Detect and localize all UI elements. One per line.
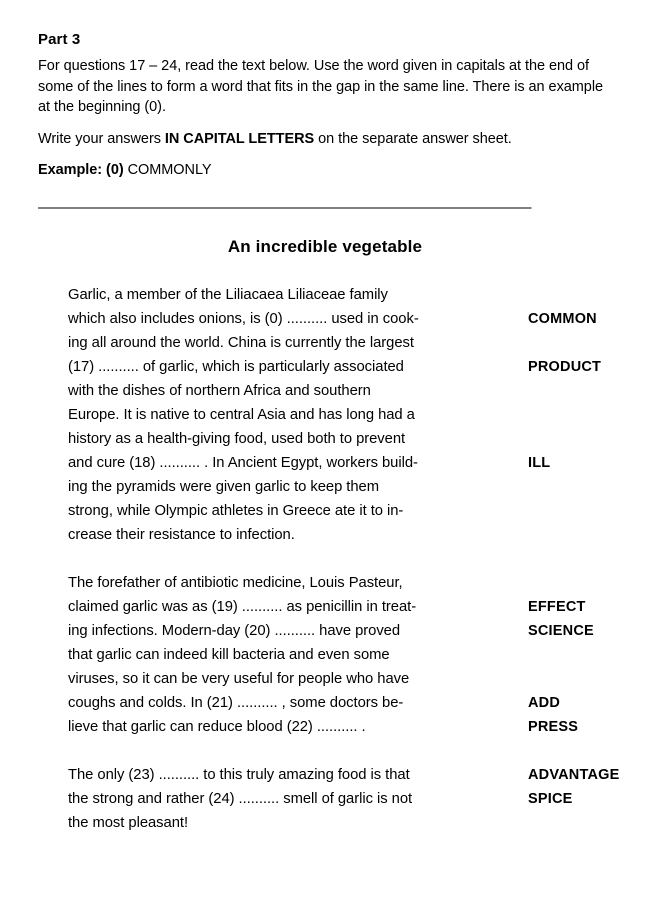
article-title: An incredible vegetable <box>227 237 423 256</box>
article-line-text: which also includes onions, is (0) .......... used in cook- <box>68 311 419 327</box>
example-answer: COMMONLY <box>123 162 212 178</box>
instructions-secondary-prefix: Write your answers <box>38 130 165 147</box>
article-line <box>68 355 628 379</box>
article-line <box>68 403 628 427</box>
cue-word: COMMON <box>528 311 597 327</box>
article-line-text: (17) .......... of garlic, which is particularly associated <box>68 359 404 375</box>
article-line <box>68 427 628 451</box>
article-line <box>68 307 628 331</box>
cue-word: SCIENCE <box>528 623 594 639</box>
article-paragraph <box>68 571 628 739</box>
article-line <box>68 595 628 619</box>
article-line-text: Garlic, a member of the Liliacaea Liliaceae family <box>68 287 388 303</box>
article-line-text: strong, while Olympic athletes in Greece ate it to in- <box>68 503 404 519</box>
article-line-text: The only (23) .......... to this truly amazing food is that <box>68 767 410 783</box>
article-line-text: and cure (18) .......... . In Ancient Egypt, workers build- <box>68 455 418 471</box>
article-line <box>68 667 628 691</box>
article-line-text: The forefather of antibiotic medicine, Louis Pasteur, <box>68 575 403 591</box>
example-label: Example: (0) <box>38 162 124 178</box>
article-line-text: ing infections. Modern-day (20) .......... have proved <box>68 623 401 639</box>
article-line <box>68 787 628 811</box>
cue-word: ADVANTAGE <box>528 767 620 783</box>
article-line-text: lieve that garlic can reduce blood (22) .......... . <box>68 719 366 735</box>
cue-word: PRODUCT <box>528 359 602 375</box>
article-line-text: the strong and rather (24) .......... smell of garlic is not <box>68 791 413 807</box>
article-line <box>68 475 628 499</box>
article-line-text: crease their resistance to infection. <box>68 527 295 543</box>
cue-word: ADD <box>528 695 561 711</box>
instructions-primary: For questions 17 – 24, read the text below. Use the word given in capitals at the end of some of the lines to form a word that fits in the gap in the same line. There is an example at the beginning (0). <box>38 58 604 115</box>
article-paragraph <box>68 283 628 547</box>
article-line-text: history as a health-giving food, used both to prevent <box>68 431 406 447</box>
article-line-text: viruses, so it can be very useful for people who have <box>68 671 410 687</box>
article-line <box>68 523 628 547</box>
article-line <box>68 283 628 307</box>
article-line <box>68 619 628 643</box>
example-line <box>38 160 616 180</box>
article-paragraph <box>68 763 628 835</box>
article-line-text: ing all around the world. China is currently the largest <box>68 335 414 351</box>
article-line-text: that garlic can indeed kill bacteria and even some <box>68 647 390 663</box>
cue-word: ILL <box>528 455 551 471</box>
article-line <box>68 379 628 403</box>
article-line <box>68 571 628 595</box>
rubric-block <box>38 30 616 180</box>
article-line <box>68 763 628 787</box>
instructions-secondary-emphasis: IN CAPITAL LETTERS <box>164 130 315 147</box>
article-body <box>68 283 628 835</box>
page-title: Part 3 <box>38 31 81 48</box>
instructions-secondary <box>38 129 616 150</box>
article-line <box>68 691 628 715</box>
article-line-text: ing the pyramids were given garlic to keep them <box>68 479 380 495</box>
article-line-text: coughs and colds. In (21) .......... , some doctors be- <box>68 695 404 711</box>
article-line <box>68 643 628 667</box>
article-line-text: claimed garlic was as (19) .......... as penicillin in treat- <box>68 599 417 615</box>
article-line <box>68 499 628 523</box>
article-line-text: with the dishes of northern Africa and southern <box>68 383 371 399</box>
cue-word: SPICE <box>528 791 573 807</box>
cue-word: EFFECT <box>528 599 586 615</box>
cue-word: PRESS <box>528 719 579 735</box>
article-line <box>68 811 628 835</box>
article-line <box>68 451 628 475</box>
article-line <box>68 715 628 739</box>
article-line-text: Europe. It is native to central Asia and has long had a <box>68 407 415 423</box>
instructions-secondary-suffix: on the separate answer sheet. <box>314 130 512 147</box>
article-line <box>68 331 628 355</box>
article-line-text: the most pleasant! <box>68 815 189 831</box>
section-divider: —————————————————————————————————— <box>38 203 531 213</box>
